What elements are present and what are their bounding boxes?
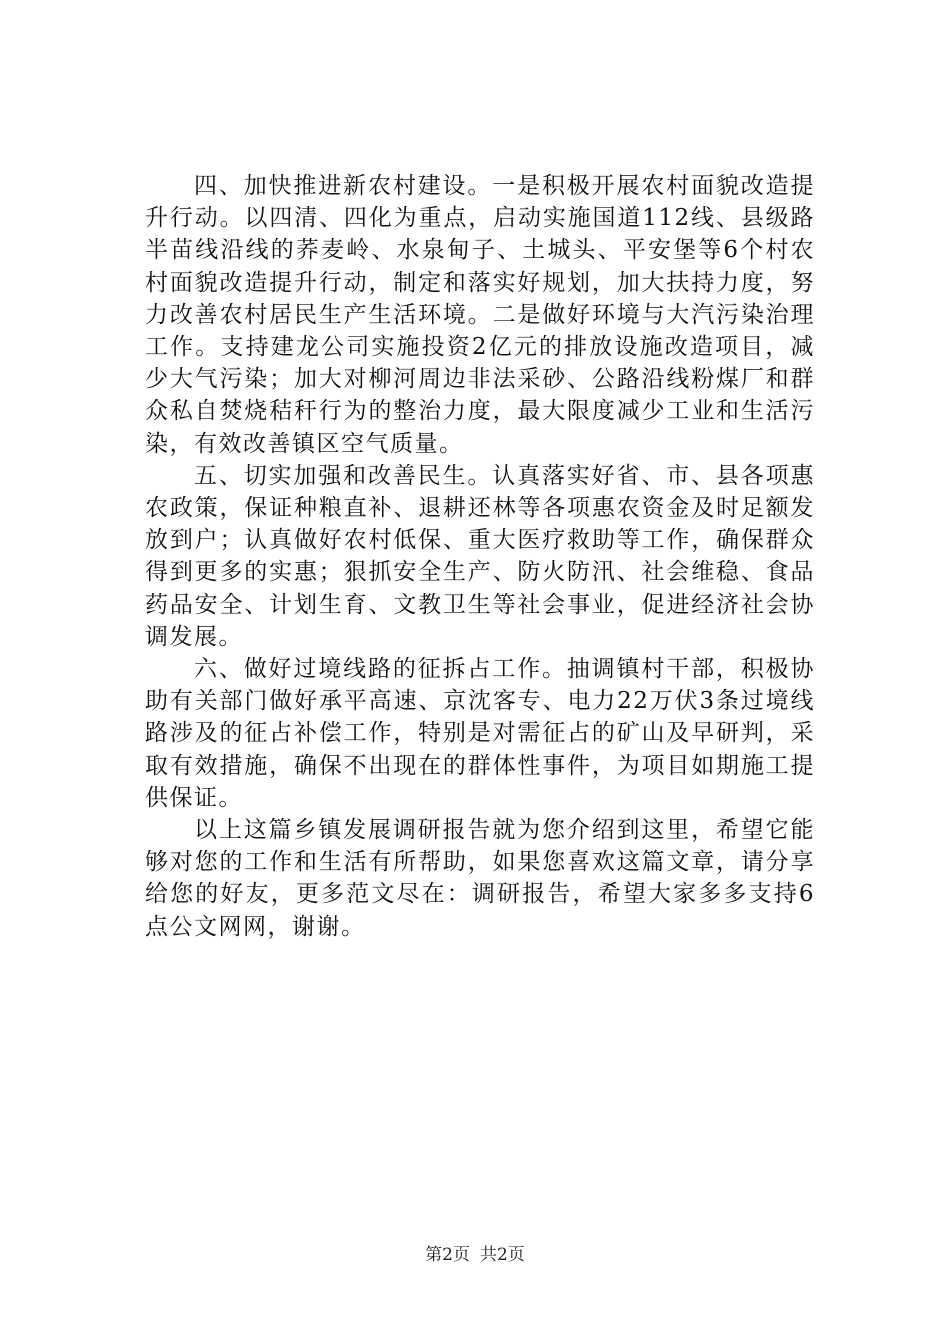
page-number-current: 第2页 [425, 1245, 470, 1265]
paragraph-transit-lines: 六、做好过境线路的征拆占工作。抽调镇村干部，积极协助有关部门做好承平高速、京沈客专、电力22万伏3条过境线路涉及的征占补偿工作，特别是对需征占的矿山及早研判，采取有效措施，确保不出现在的群体性事件，为项目如期施工提供保证。 [145, 656, 815, 811]
page-number-total: 共2页 [480, 1245, 525, 1265]
paragraph-closing: 以上这篇乡镇发展调研报告就为您介绍到这里，希望它能够对您的工作和生活有所帮助，如果您喜欢这篇文章，请分享给您的好友，更多范文尽在：调研报告，希望大家多多支持6点公文网网，谢谢。 [145, 817, 815, 940]
page-footer [0, 1243, 950, 1267]
document-body [145, 170, 815, 943]
paragraph-livelihood: 五、切实加强和改善民生。认真落实好省、市、县各项惠农政策，保证种粮直补、退耕还林等各项惠农资金及时足额发放到户；认真做好农村低保、重大医疗救助等工作，确保群众得到更多的实惠；狠抓安全生产、防火防汛、社会维稳、食品药品安全、计划生育、文教卫生等社会事业，促进经济社会协调发展。 [145, 462, 815, 650]
paragraph-new-rural-construction: 四、加快推进新农村建设。一是积极开展农村面貌改造提升行动。以四清、四化为重点，启动实施国道112线、县级路半苗线沿线的荞麦岭、水泉甸子、土城头、平安堡等6个村农村面貌改造提升行动，制定和落实好规划，加大扶持力度，努力改善农村居民生产生活环境。二是做好环境与大汽污染治理工作。支持建龙公司实施投资2亿元的排放设施改造项目，减少大气污染；加大对柳河周边非法采砂、公路沿线粉煤厂和群众私自焚烧秸秆行为的整治力度，最大限度减少工业和生活污染，有效改善镇区空气质量。 [145, 173, 815, 457]
